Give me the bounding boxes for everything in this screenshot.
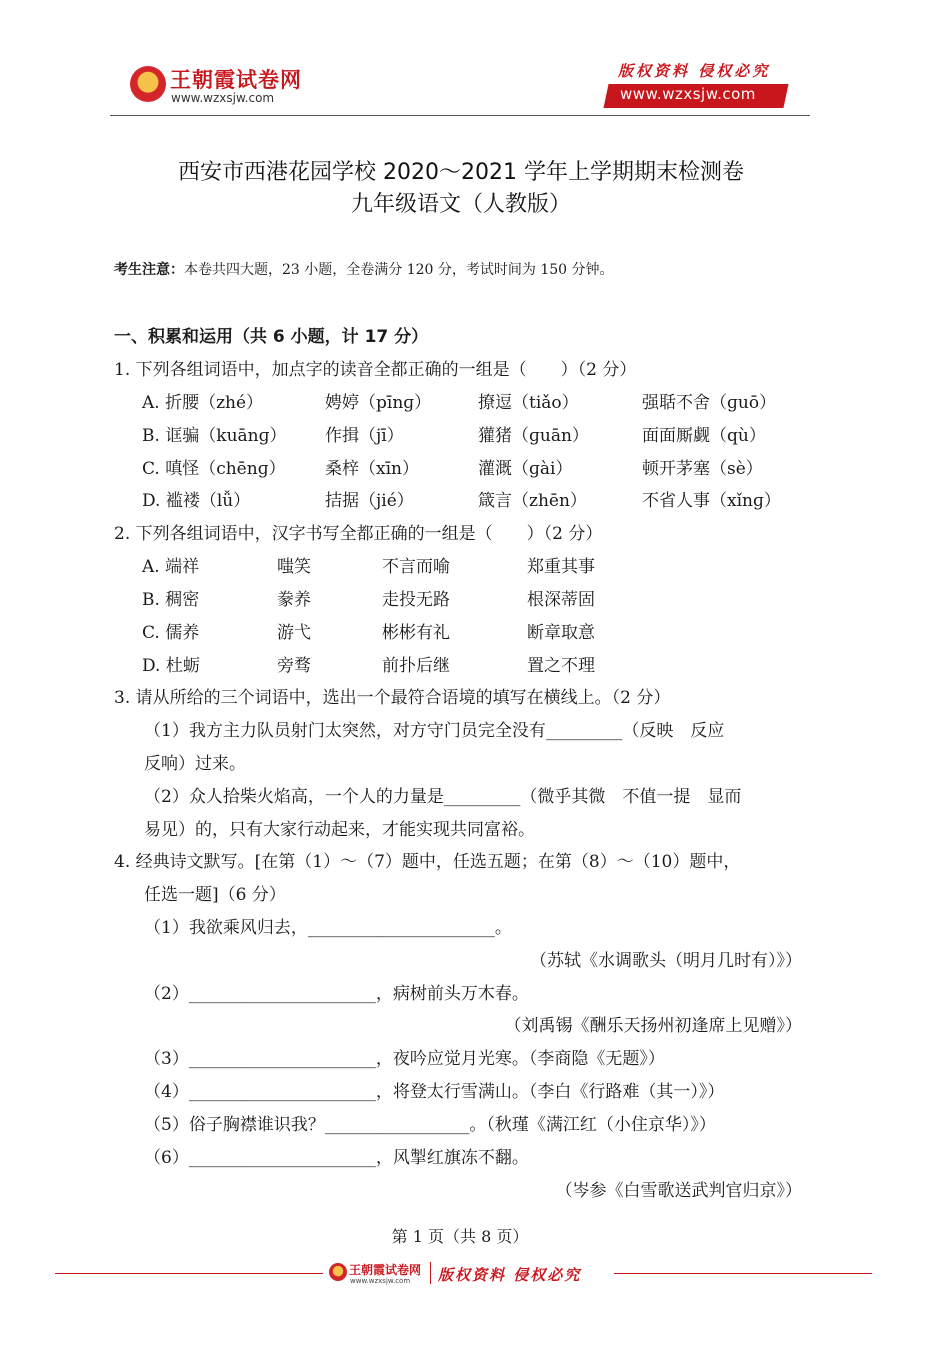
question-1-stem: 1. 下列各组词语中，加点字的读音全都正确的一组是（ ）（2 分） [114, 360, 637, 380]
q2-option: 豢养 [277, 590, 311, 610]
q2-option: A. 端祥 [142, 557, 200, 577]
footer-copyright: 版权资料 侵权必究 [438, 1266, 582, 1284]
q1-option: 桑梓（xīn） [325, 459, 419, 479]
q4-item-3: （3）______________________，夜吟应觉月光寒。（李商隐《无题》） [144, 1049, 665, 1069]
q4-item-4: （4）______________________，将登太行雪满山。（李白《行路难（其一）》） [144, 1082, 725, 1102]
q1-option: 作揖（jī） [325, 426, 404, 446]
q1-option: 面面厮觑（qù） [642, 426, 766, 446]
q3-part-1: （1）我方主力队员射门太突然，对方守门员完全没有_________（反映 反应 [144, 721, 725, 741]
logo-seal-icon [130, 66, 166, 102]
q3-part-1-cont: 反响）过来。 [144, 754, 246, 774]
q2-option: 嗤笑 [277, 557, 311, 577]
logo-url: www.wzxsjw.com [171, 91, 275, 105]
q1-option: A. 折腰（zhé） [142, 393, 264, 413]
q2-option: 郑重其事 [527, 557, 595, 577]
exam-subtitle: 九年级语文（人教版） [350, 192, 571, 217]
q2-option: 旁骛 [277, 656, 311, 676]
url-banner-text: www.wzxsjw.com [620, 85, 756, 103]
q3-part-2: （2）众人拾柴火焰高，一个人的力量是_________（微乎其微 不值一提 显而 [144, 787, 742, 807]
q2-option: 彬彬有礼 [382, 623, 450, 643]
exam-title: 西安市西港花园学校 2020～2021 学年上学期期末检测卷 [178, 160, 744, 185]
q2-option: 置之不理 [527, 656, 595, 676]
q1-option: 拮据（jié） [325, 491, 414, 511]
q1-option: 箴言（zhēn） [478, 491, 587, 511]
notice-label: 考生注意： [114, 262, 184, 278]
footer-rule-right [614, 1273, 872, 1274]
q3-part-2-cont: 易见）的，只有大家行动起来，才能实现共同富裕。 [144, 820, 535, 840]
section-heading: 一、积累和运用（共 6 小题，计 17 分） [114, 327, 429, 347]
copyright-notice: 版权资料 侵权必究 [618, 62, 771, 80]
q4-item-1: （1）我欲乘风归去，______________________。 [144, 918, 512, 938]
footer-logo-url: www.wzxsjw.com [350, 1277, 411, 1285]
q1-option: 强聒不舍（ɡuō） [642, 393, 777, 413]
q1-option: C. 嗔怪（chēnɡ） [142, 459, 286, 479]
exam-notice [114, 259, 614, 279]
q4-item-1-source: （苏轼《水调歌头（明月几时有）》） [530, 951, 802, 971]
q4-item-6: （6）______________________，风掣红旗冻不翻。 [144, 1148, 529, 1168]
q2-option: 根深蒂固 [527, 590, 595, 610]
footer-logo-icon [329, 1263, 347, 1281]
question-4-stem-cont: 任选一题]（6 分） [144, 885, 286, 905]
q1-option: D. 褴褛（lǚ） [142, 491, 251, 511]
q4-item-2-source: （刘禹锡《酬乐天扬州初逢席上见赠》） [504, 1016, 802, 1036]
logo-name: 王朝霞试卷网 [170, 68, 302, 92]
q1-option: 撩逗（tiǎo） [478, 393, 579, 413]
footer-separator [430, 1262, 431, 1284]
q4-item-2: （2）______________________，病树前头万木春。 [144, 984, 529, 1004]
q4-item-5: （5）俗子胸襟谁识我？_________________。（秋瑾《满江红（小住京华）》） [144, 1115, 716, 1135]
q1-option: 灌溉（ɡài） [478, 459, 573, 479]
q1-option: 不省人事（xǐnɡ） [642, 491, 781, 511]
q2-option: 走投无路 [382, 590, 450, 610]
q1-option: 顿开茅塞（sè） [642, 459, 763, 479]
q2-option: 断章取意 [527, 623, 595, 643]
page-number: 第 1 页（共 8 页） [391, 1227, 529, 1246]
q2-option: 不言而喻 [382, 557, 450, 577]
q4-item-6-source: （岑参《白雪歌送武判官归京》） [555, 1181, 802, 1201]
q2-option: B. 稠密 [142, 590, 200, 610]
q1-option: 娉婷（pīnɡ） [325, 393, 432, 413]
header-divider [110, 115, 810, 116]
q2-option: C. 儒养 [142, 623, 200, 643]
q2-option: 前扑后继 [382, 656, 450, 676]
question-4-stem: 4. 经典诗文默写。[在第（1）～（7）题中，任选五题；在第（8）～（10）题中， [114, 852, 741, 872]
question-2-stem: 2. 下列各组词语中，汉字书写全都正确的一组是（ ）（2 分） [114, 524, 603, 544]
footer-logo-name: 王朝霞试卷网 [349, 1263, 422, 1277]
q2-option: D. 杜蛎 [142, 656, 200, 676]
q2-option: 游弋 [277, 623, 311, 643]
q1-option: 獾猪（ɡuān） [478, 426, 589, 446]
q1-option: B. 诓骗（kuānɡ） [142, 426, 287, 446]
question-3-stem: 3. 请从所给的三个词语中，选出一个最符合语境的填写在横线上。（2 分） [114, 688, 671, 708]
notice-text: 本卷共四大题，23 小题，全卷满分 120 分，考试时间为 150 分钟。 [184, 262, 614, 278]
footer-rule-left [55, 1273, 323, 1274]
